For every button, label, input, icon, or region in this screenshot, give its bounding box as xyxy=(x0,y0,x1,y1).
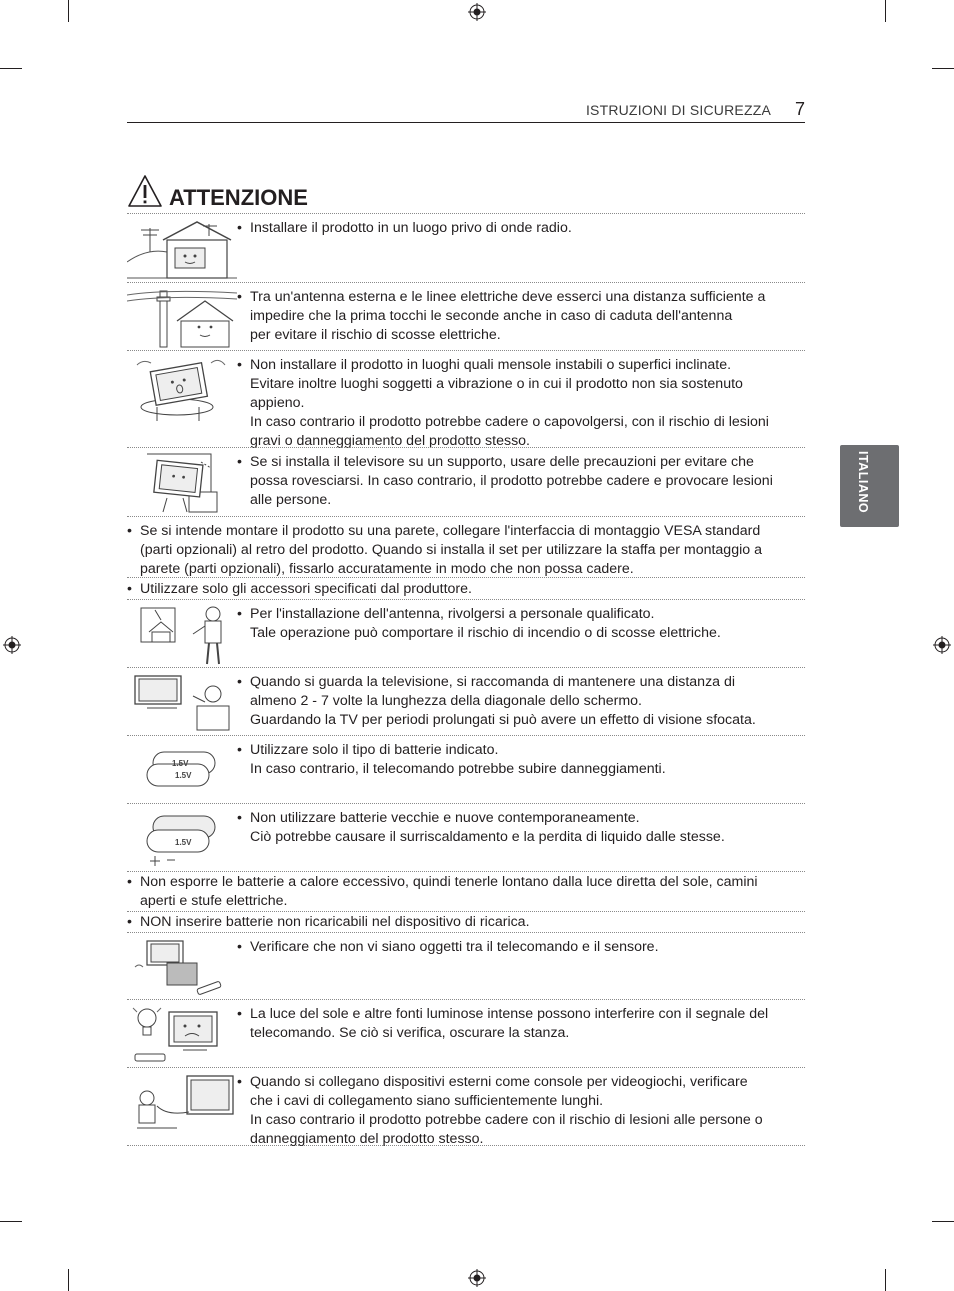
list-item xyxy=(127,999,805,1067)
text-line: per evitare il rischio di scosse elettriche. xyxy=(250,327,501,343)
text-line: parete (parti opzionali), fissarlo accuratamente in modo che non possa cadere. xyxy=(140,561,634,577)
list-item xyxy=(127,735,805,803)
tilting-tv-illustration xyxy=(127,355,237,425)
text-line: che i cavi di collegamento siano sufficientemente lunghi. xyxy=(250,1093,604,1109)
registration-mark-icon xyxy=(3,636,21,654)
list-item xyxy=(127,516,805,577)
battery-label: 1.5V xyxy=(175,771,192,780)
bullet: • xyxy=(237,357,242,373)
warning-text xyxy=(127,873,795,911)
text-line: possa rovesciarsi. In caso contrario, il prodotto potrebbe cadere e provocare lesioni xyxy=(250,473,773,489)
list-item xyxy=(127,932,805,999)
warning-text xyxy=(237,938,795,957)
text-line: Guardando la TV per periodi prolungati si può avere un effetto di visione sfocata. xyxy=(250,712,756,728)
warning-triangle-icon xyxy=(127,174,163,208)
crop-mark xyxy=(68,0,69,22)
warning-text xyxy=(237,1073,795,1149)
text-line: Non esporre le batterie a calore eccessivo, quindi tenerle lontano dalla luce diretta del sole, camini xyxy=(140,874,758,890)
warning-text xyxy=(237,453,795,510)
list-item xyxy=(127,350,805,447)
list-item xyxy=(127,282,805,350)
crop-mark xyxy=(932,68,954,69)
text-line: La luce del sole e altre fonti luminose intense possono interferire con il segnale del xyxy=(250,1006,769,1022)
list-item xyxy=(127,803,805,871)
text-line: danneggiamento del prodotto stesso. xyxy=(250,1131,484,1147)
antenna-pole-house-illustration xyxy=(127,287,237,349)
bullet: • xyxy=(237,939,242,955)
warning-text xyxy=(127,580,795,599)
bright-light-tv-illustration xyxy=(127,1004,237,1066)
registration-mark-icon xyxy=(933,636,951,654)
text-line: impedire che la prima tocchi le seconde anche in caso di caduta dell'antenna xyxy=(250,308,733,324)
house-antenna-tv-illustration xyxy=(127,218,237,280)
bullet: • xyxy=(127,523,132,539)
text-line: Non utilizzare batterie vecchie e nuove contemporaneamente. xyxy=(250,810,640,826)
bullet: • xyxy=(237,1074,242,1090)
warning-text xyxy=(237,809,795,847)
section-title: ISTRUZIONI DI SICUREZZA xyxy=(585,102,771,118)
list-item xyxy=(127,577,805,599)
bullet: • xyxy=(237,1006,242,1022)
bullet: • xyxy=(237,454,242,470)
crop-mark xyxy=(0,1221,22,1222)
text-line: Se si intende montare il prodotto su una parete, collegare l'interfaccia di montaggio VESA standard xyxy=(140,523,761,539)
batteries-illustration xyxy=(127,740,237,802)
bullet: • xyxy=(237,742,242,758)
viewer-watching-tv-illustration xyxy=(127,672,237,734)
text-line: Installare il prodotto in un luogo privo di onde radio. xyxy=(250,220,572,236)
warning-text xyxy=(237,673,795,730)
language-tab xyxy=(840,445,899,527)
text-line: Evitare inoltre luoghi soggetti a vibrazione o in cui il prodotto non sia sostenuto xyxy=(250,376,743,392)
warnings-list xyxy=(127,213,805,1146)
warning-text xyxy=(127,522,795,579)
text-line: Verificare che non vi siano oggetti tra il telecomando e il sensore. xyxy=(250,939,659,955)
tv-on-stand-wall-illustration xyxy=(127,452,237,514)
text-line: NON inserire batterie non ricaricabili nel dispositivo di ricarica. xyxy=(140,914,530,930)
text-line: In caso contrario, il telecomando potrebbe subire danneggiamenti. xyxy=(250,761,666,777)
text-line: appieno. xyxy=(250,395,305,411)
bullet: • xyxy=(237,289,242,305)
antenna-technician-illustration xyxy=(127,604,237,666)
text-line: almeno 2 - 7 volte la lunghezza della diagonale dello schermo. xyxy=(250,693,642,709)
crop-mark xyxy=(885,0,886,22)
text-line: aperti e stufe elettriche. xyxy=(140,893,288,909)
list-item xyxy=(127,447,805,516)
bullet: • xyxy=(237,810,242,826)
bullet: • xyxy=(237,674,242,690)
text-line: In caso contrario il prodotto potrebbe cadere con il rischio di lesioni alle persone o xyxy=(250,1112,763,1128)
page-header xyxy=(127,98,805,123)
old-new-batteries-illustration xyxy=(127,808,237,870)
text-line: Se si installa il televisore su un supporto, usare delle precauzioni per evitare che xyxy=(250,454,754,470)
warning-text xyxy=(237,356,795,451)
warning-text xyxy=(237,741,795,779)
text-line: Quando si collegano dispositivi esterni come console per videogiochi, verificare xyxy=(250,1074,748,1090)
remote-obstacle-illustration xyxy=(127,937,237,997)
warning-text xyxy=(237,219,795,238)
list-item xyxy=(127,213,805,282)
crop-mark xyxy=(0,68,22,69)
list-item xyxy=(127,667,805,735)
list-item xyxy=(127,911,805,932)
bullet: • xyxy=(237,220,242,236)
list-item xyxy=(127,1067,805,1146)
text-line: Ciò potrebbe causare il surriscaldamento e la perdita di liquido dalle stesse. xyxy=(250,829,725,845)
console-cable-illustration xyxy=(127,1072,237,1136)
warning-text xyxy=(127,913,795,932)
list-item xyxy=(127,599,805,667)
bullet: • xyxy=(237,606,242,622)
text-line: gravi o danneggiamento del prodotto stesso. xyxy=(250,433,530,449)
text-line: In caso contrario il prodotto potrebbe cadere o capovolgersi, con il rischio di lesioni xyxy=(250,414,769,430)
text-line: (parti opzionali) al retro del prodotto. Quando si installa il set per utilizzare la staffa per montaggio a xyxy=(140,542,762,558)
text-line: Per l'installazione dell'antenna, rivolgersi a personale qualificato. xyxy=(250,606,655,622)
text-line: Utilizzare solo gli accessori specificati dal produttore. xyxy=(140,581,472,597)
text-line: Tale operazione può comportare il rischio di incendio o di scosse elettriche. xyxy=(250,625,721,641)
crop-mark xyxy=(885,1269,886,1291)
page-number: 7 xyxy=(794,99,805,119)
warning-text xyxy=(237,605,795,643)
text-line: telecomando. Se ciò si verifica, oscurare la stanza. xyxy=(250,1025,570,1041)
warning-text xyxy=(237,288,795,345)
battery-label: 1.5V xyxy=(175,838,192,847)
text-line: Utilizzare solo il tipo di batterie indicato. xyxy=(250,742,499,758)
warning-text xyxy=(237,1005,795,1043)
text-line: Non installare il prodotto in luoghi quali mensole instabili o superfici inclinate. xyxy=(250,357,732,373)
text-line: Quando si guarda la televisione, si raccomanda di mantenere una distanza di xyxy=(250,674,736,690)
crop-mark xyxy=(932,1221,954,1222)
text-line: alle persone. xyxy=(250,492,332,508)
bullet: • xyxy=(127,874,132,890)
crop-mark xyxy=(68,1269,69,1291)
bullet: • xyxy=(127,914,132,930)
language-tab-label: ITALIANO xyxy=(856,451,870,514)
page-title: ATTENZIONE xyxy=(169,185,308,210)
bullet: • xyxy=(127,581,132,597)
list-item xyxy=(127,871,805,911)
battery-label: 1.5V xyxy=(172,759,189,768)
registration-mark-icon xyxy=(468,3,486,21)
registration-mark-icon xyxy=(468,1269,486,1287)
text-line: Tra un'antenna esterna e le linee elettriche deve esserci una distanza sufficiente a xyxy=(250,289,766,305)
